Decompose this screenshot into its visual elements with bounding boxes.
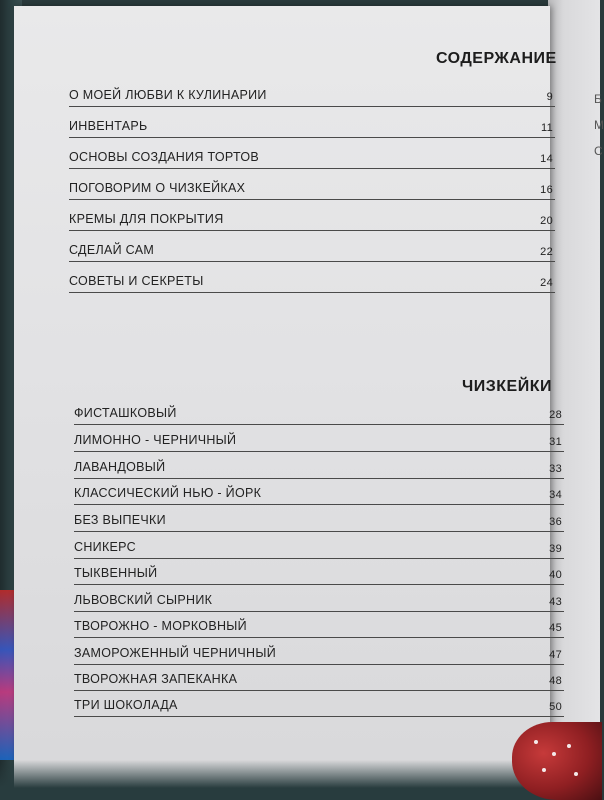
toc-page-number: 9 <box>546 91 553 103</box>
toc-row[interactable] <box>74 612 564 638</box>
toc-page-number: 43 <box>549 596 562 608</box>
toc-label: ИНВЕНТАРЬ <box>69 119 148 133</box>
toc-row[interactable] <box>69 78 555 107</box>
toc-page-number: 34 <box>549 489 562 501</box>
toc-label: КЛАССИЧЕСКИЙ НЬЮ - ЙОРК <box>74 486 262 500</box>
toc-label: ОСНОВЫ СОЗДАНИЯ ТОРТОВ <box>69 150 260 164</box>
toc-page-number: 48 <box>549 675 562 687</box>
book-bottom-edge <box>0 760 600 800</box>
toc-page-number: 50 <box>549 701 562 713</box>
toc-row[interactable] <box>74 479 564 505</box>
contents-title: СОДЕРЖАНИЕ <box>436 50 557 67</box>
toc-page-number: 33 <box>549 463 562 475</box>
toc-label: О МОЕЙ ЛЮБВИ К КУЛИНАРИИ <box>69 88 267 102</box>
toc-page-number: 40 <box>549 569 562 581</box>
toc-page-number: 45 <box>549 622 562 634</box>
toc-page-number: 16 <box>540 184 553 196</box>
toc-page-number: 39 <box>549 543 562 555</box>
toc-label: СДЕЛАЙ САМ <box>69 243 155 257</box>
toc-label: БЕЗ ВЫПЕЧКИ <box>74 513 166 527</box>
toc-label: ТВОРОЖНО - МОРКОВНЫЙ <box>74 619 247 633</box>
toc-row[interactable] <box>74 505 564 532</box>
toc-row[interactable] <box>69 200 555 231</box>
toc-page-number: 24 <box>540 277 553 289</box>
toc-row[interactable] <box>74 398 564 425</box>
nail-sparkle <box>542 768 546 772</box>
toc-row[interactable] <box>74 691 564 717</box>
next-page-fragment: С <box>594 144 603 158</box>
toc-row[interactable] <box>69 231 555 262</box>
toc-label: ЛЬВОВСКИЙ СЫРНИК <box>74 593 213 607</box>
cheesecakes-title: ЧИЗКЕЙКИ <box>462 378 552 395</box>
toc-page-number: 36 <box>549 516 562 528</box>
toc-row[interactable] <box>74 559 564 585</box>
toc-row[interactable] <box>69 138 555 169</box>
toc-page-number: 14 <box>540 153 553 165</box>
toc-label: ТРИ ШОКОЛАДА <box>74 698 178 712</box>
cheesecakes-list <box>74 398 564 717</box>
toc-row[interactable] <box>69 262 555 293</box>
toc-page-number: 28 <box>549 409 562 421</box>
toc-page-number: 22 <box>540 246 553 258</box>
toc-label: ПОГОВОРИМ О ЧИЗКЕЙКАХ <box>69 181 246 195</box>
toc-page-number: 20 <box>540 215 553 227</box>
toc-row[interactable] <box>74 425 564 452</box>
toc-label: ЛИМОННО - ЧЕРНИЧНЫЙ <box>74 433 237 447</box>
toc-label: КРЕМЫ ДЛЯ ПОКРЫТИЯ <box>69 212 224 226</box>
next-page-fragment: Б <box>594 92 602 106</box>
toc-row[interactable] <box>74 638 564 665</box>
nail-sparkle <box>534 740 538 744</box>
nail-sparkle <box>552 752 556 756</box>
toc-row[interactable] <box>74 532 564 559</box>
toc-label: ТВОРОЖНАЯ ЗАПЕКАНКА <box>74 672 238 686</box>
book-page <box>14 6 562 794</box>
toc-row[interactable] <box>69 169 555 200</box>
toc-page-number: 31 <box>549 436 562 448</box>
toc-row[interactable] <box>74 452 564 479</box>
toc-page-number: 11 <box>540 122 553 134</box>
toc-label: ФИСТАШКОВЫЙ <box>74 406 177 420</box>
toc-label: ЛАВАНДОВЫЙ <box>74 460 166 474</box>
toc-row[interactable] <box>69 107 555 138</box>
toc-label: ТЫКВЕННЫЙ <box>74 566 158 580</box>
next-page-fragment: М <box>594 118 604 132</box>
nail-sparkle <box>574 772 578 776</box>
toc-page-number: 47 <box>549 649 562 661</box>
toc-label: СОВЕТЫ И СЕКРЕТЫ <box>69 274 204 288</box>
toc-label: СНИКЕРС <box>74 540 136 554</box>
toc-row[interactable] <box>74 665 564 691</box>
contents-list <box>69 78 555 293</box>
nail-sparkle <box>567 744 571 748</box>
toc-label: ЗАМОРОЖЕННЫЙ ЧЕРНИЧНЫЙ <box>74 646 277 660</box>
toc-row[interactable] <box>74 585 564 612</box>
fingernail <box>512 722 602 800</box>
